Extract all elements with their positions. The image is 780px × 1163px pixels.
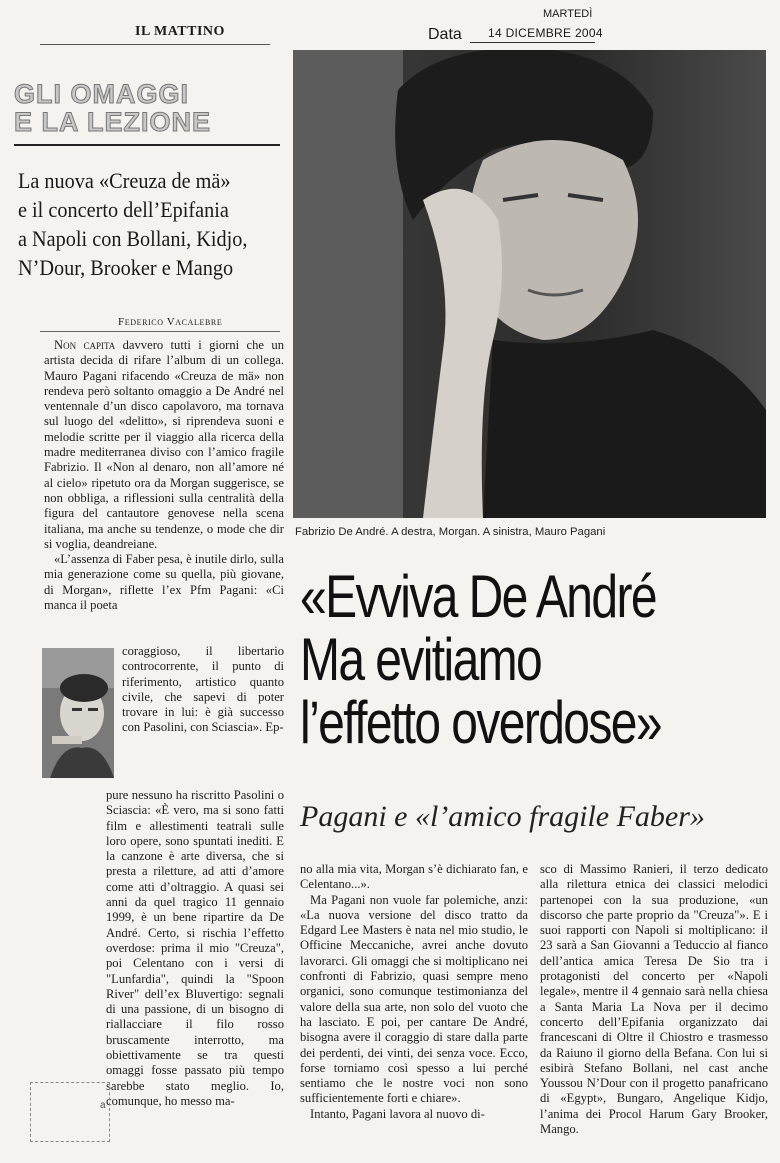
date-underline bbox=[470, 42, 595, 43]
clipping-mark: a bbox=[100, 1100, 106, 1111]
kicker-line-4: N’Dour, Brooker e Mango bbox=[18, 255, 234, 280]
mauro-pagani-photo bbox=[42, 648, 114, 778]
article-column-2 bbox=[300, 862, 528, 1122]
article-column-1-wrap: coraggioso, il libertario controcorrente, il punto di riferimento, artistico quanto civile, che sapevi di poter trovare in lui: è già successo con Pasolini, con Sciascia». Ep- bbox=[122, 644, 284, 735]
byline-rule bbox=[40, 331, 280, 332]
article-column-1-continued: pure nessuno ha riscritto Pasolini o Sciascia: «È vero, ma si sono fatti film e allestimenti teatrali sulle loro opere, sono spuntati inediti. E la canzone è arte diversa, che si presta a riletture, ad atti d’amore come atti d’oltraggio. A quasi sei anni da quel tragico 11 gennaio 1999, è un bene ripartire da De André. Certo, si rischia l’effetto overdose: prima il mio "Creuza", poi Celentano con i versi di "Lunfardia", quindi la "Spoon River" dell’ex Bluvertigo: segnali di una passione, di un bisogno di riallacciare il filo rosso bruscamente interrotto, ma obiettivamente se tra questi omaggi fosse passato più tempo sarebbe stato meglio. Io, comunque, ho messo ma- bbox=[106, 788, 284, 1108]
weekday: MARTEDÌ bbox=[543, 8, 593, 20]
headline bbox=[300, 565, 780, 754]
headline-line-1: «Evviva De André bbox=[300, 563, 656, 630]
paragraph: no alla mia vita, Morgan s’è dichiarato fan, e Celentano...». bbox=[300, 862, 528, 892]
paragraph-text: davvero tutti i giorni che un artista decida di rifare l’album di un collega. Mauro Pagani rifacendo «Creuza de mä» non rendeva però soltanto omaggio a De André nel ventennale d’un disco capolavoro, ma tornava sul luogo del «delitto», si riprendeva suoni e melodie scritte per il viaggio alla ricerca della madre mediterranea diviso con l’amico fragile Fabrizio. Il «Non al denaro, non all’amore né al cielo» ripetuto ora da Morgan suggerisce, se non obbliga, a riflessioni sulla centralità della figura del cantautore genovese nella scena italiana, ma anche su tendenze, o mode che dir si voglia, deandreiane. bbox=[44, 338, 284, 551]
paragraph: Intanto, Pagani lavora al nuovo di- bbox=[310, 1106, 485, 1121]
clipping-stamp-box bbox=[30, 1082, 110, 1142]
fabrizio-de-andre-photo bbox=[293, 50, 766, 518]
section-rubric bbox=[14, 80, 284, 136]
lead-in: Non capita bbox=[54, 338, 116, 352]
masthead-rule bbox=[40, 44, 270, 45]
photo-caption: Fabrizio De André. A destra, Morgan. A sinistra, Mauro Pagani bbox=[295, 526, 606, 538]
kicker-line-1: La nuova «Creuza de mä» bbox=[18, 168, 231, 193]
headline-line-2: Ma evitiamo bbox=[300, 626, 542, 693]
rubric-line-1: GLI OMAGGI bbox=[14, 79, 189, 109]
paragraph: sco di Massimo Ranieri, il terzo dedicato alla rilettura etnica dei classici melodici partenopei con la sua produzione, «un discorso che parte proprio da "Creuza"». E i suoi rapporti con Napoli si moltiplicano: il 23 sarà a San Giovanni a Teduccio al fianco dell’antica amica Teresa De Sio tra i protagonisti del concerto per «Napoli legale», mentre il 4 gennaio sarà nella chiesa a Santa Maria La Nova per il decimo concerto dell’Epifania organizzato dai francescani di Oltre il Chiostro e trasmesso da Raiuno il giorno della Befana. Con lui si esibirà Stefano Bollani, nel cast anche Youssou N’Dour con il progetto panafricano di «Egypt», Bungaro, Angelique Kidjo, l’anima dei Procol Harum Gary Brooker, Mango. bbox=[540, 862, 768, 1137]
byline: Federico Vacalebre bbox=[118, 316, 223, 328]
paragraph bbox=[44, 338, 284, 552]
paragraph: Ma Pagani non vuole far polemiche, anzi: «La nuova versione del disco tratto da Edgard Lee Masters è nata nel mio studio, le Officine Meccaniche, avrei anche dovuto lavorarci. Gli omaggi che si moltiplicano nei confronti di Fabrizio, quasi sempre meno organici, sono comunque testimonianza del valore della sua arte, non solo del vuoto che ha lasciato. E poi, per cantare De André, bisogna avere il coraggio di stare dalla parte dei perdenti, dei vinti, dei senza voce. Ecco, forse torniamo così spesso a lui perché sentiamo che le nostre voci non sono sufficientemente forti e chiare». bbox=[300, 892, 528, 1106]
kicker-line-3: a Napoli con Bollani, Kidjo, bbox=[18, 226, 248, 251]
paragraph: «L’assenza di Faber pesa, è inutile dirlo, sulla mia generazione come su quella, più giovane, di Morgan», riflette l’ex Pfm Pagani: «Ci manca il poeta bbox=[44, 552, 285, 613]
subheadline: Pagani e «l’amico fragile Faber» bbox=[300, 800, 705, 833]
rubric-rule bbox=[14, 144, 280, 146]
kicker bbox=[18, 166, 266, 282]
publication-date: 14 DICEMBRE 2004 bbox=[488, 26, 603, 40]
article-column-3 bbox=[540, 862, 768, 1137]
headline-line-3: l’effetto overdose» bbox=[300, 689, 661, 756]
portrait-image bbox=[42, 648, 114, 778]
masthead: IL MATTINO bbox=[135, 24, 225, 39]
kicker-line-2: e il concerto dell’Epifania bbox=[18, 197, 229, 222]
article-column-1 bbox=[44, 338, 284, 613]
main-photo-image bbox=[293, 50, 766, 518]
rubric-line-2: E LA LEZIONE bbox=[14, 107, 212, 137]
date-label: Data bbox=[428, 26, 462, 43]
